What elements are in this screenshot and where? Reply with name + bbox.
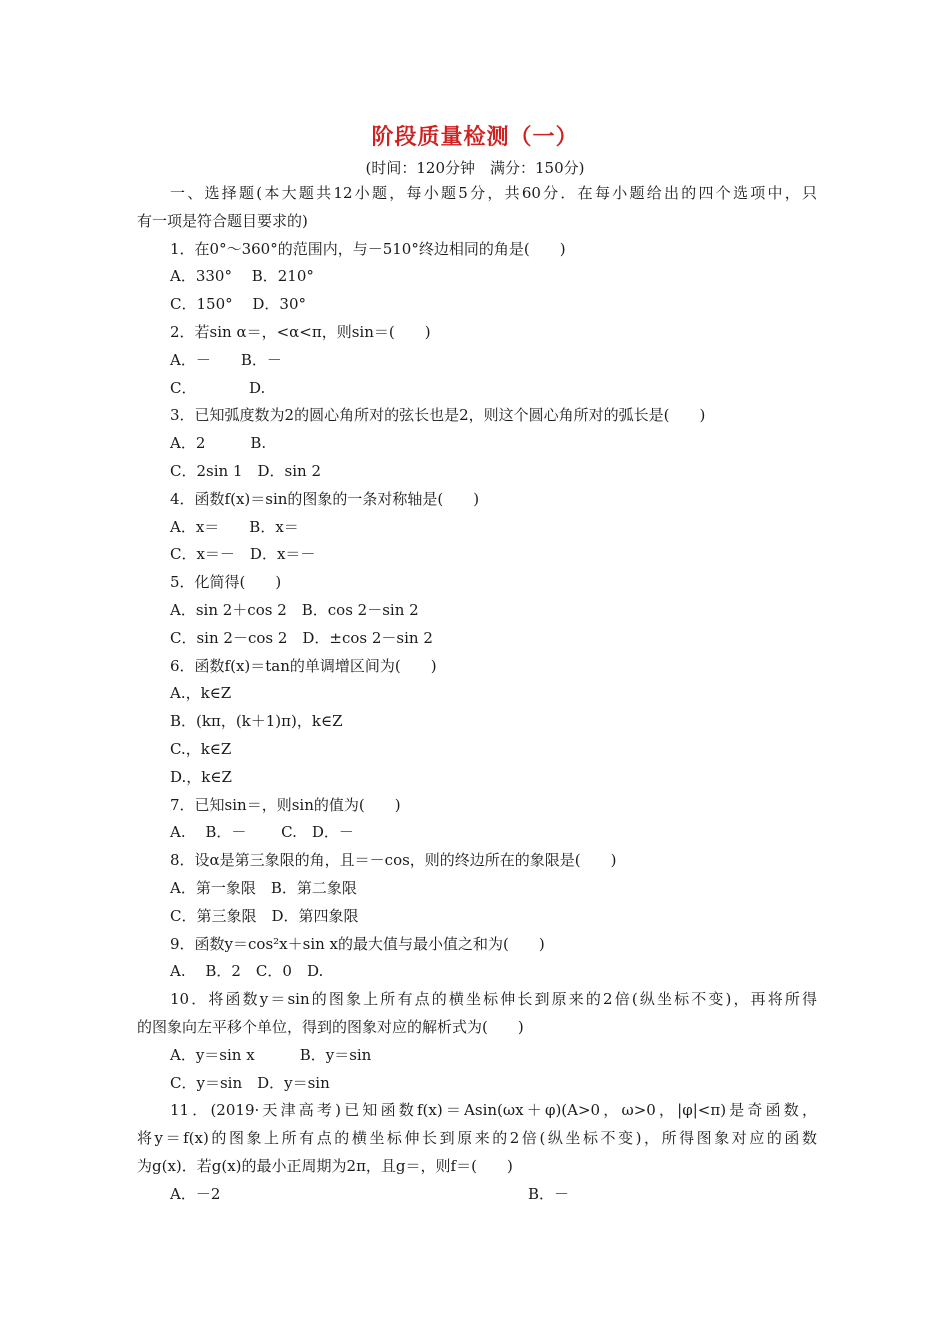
question-4-stem: 4．函数f(x)＝sin的图象的一条对称轴是( ) [170,489,480,508]
question-11-stem-line-1: 11．(2019·天津高考)已知函数f(x)＝Asin(ωx＋φ)(A>0，ω>0，|φ|<π)是奇函数， [170,1101,817,1120]
question-10-options-cd: C．y＝sin D．y＝sin [170,1073,330,1092]
question-1-stem: 1．在0°～360°的范围内，与－510°终边相同的角是( ) [170,239,566,258]
question-6-option-a: A.，k∈Z [170,684,232,703]
question-10-stem-line-1: 10．将函数y＝sin的图象上所有点的横坐标伸长到原来的2倍(纵坐标不变)，再将所得 [170,990,817,1009]
section-intro-line-1: 一、选择题(本大题共12小题，每小题5分，共60分．在每小题给出的四个选项中，只 [170,184,817,202]
exam-content [137,180,817,1208]
question-10-options-ab: A．y＝sin x B．y＝sin [170,1045,372,1064]
question-2-stem: 2．若sin α＝，<α<π，则sin＝( ) [170,322,431,341]
question-4-options-cd: C．x＝－ D．x＝－ [170,545,316,564]
question-11-stem-line-3: 为g(x)．若g(x)的最小正周期为2π，且g＝，则f＝( ) [137,1156,513,1175]
exam-info: (时间：120分钟 满分：150分) [365,159,585,177]
question-5-stem: 5．化简得( ) [170,573,282,592]
page-title: 阶段质量检测（一） [371,125,579,150]
question-3-options-cd: C．2sin 1 D．sin 2 [170,461,321,480]
question-3-stem: 3．已知弧度数为2的圆心角所对的弦长也是2，则这个圆心角所对的弧长是( ) [170,406,706,425]
question-10-stem-line-2: 的图象向左平移个单位，得到的图象对应的解析式为( ) [137,1017,524,1036]
question-3-options-ab: A．2 B. [170,434,267,453]
question-6-option-b: B．(kπ，(k＋1)π)，k∈Z [170,712,343,731]
question-8-options-cd: C．第三象限 D．第四象限 [170,906,359,925]
question-1-options-cd: C．150° D．30° [170,295,306,314]
question-5-options-ab: A．sin 2＋cos 2 B．cos 2－sin 2 [170,600,419,619]
question-1-options-ab: A．330° B．210° [170,267,314,286]
question-8-stem: 8．设α是第三象限的角，且＝－cos，则的终边所在的象限是( ) [170,851,617,870]
question-9-stem: 9．函数y＝cos²x＋sin x的最大值与最小值之和为( ) [170,934,545,953]
question-6-option-d: D.，k∈Z [170,767,232,786]
question-2-options-ab: A．－ B．－ [170,350,282,369]
question-11-options [137,1181,817,1209]
question-11-option-b: B．－ [528,1184,570,1203]
question-11-option-a: A．－2 [170,1184,221,1203]
question-6-stem: 6．函数f(x)＝tan的单调增区间为( ) [170,656,437,675]
question-9-options: A. B．2 C．0 D. [170,962,324,981]
question-6-option-c: C.，k∈Z [170,739,232,758]
question-8-options-ab: A．第一象限 B．第二象限 [170,878,357,897]
question-4-options-ab: A．x＝ B．x＝ [170,517,299,536]
question-5-options-cd: C．sin 2－cos 2 D．±cos 2－sin 2 [170,628,433,647]
question-7-options: A. B．－ C. D．－ [170,823,354,842]
section-intro-line-2: 有一项是符合题目要求的) [137,211,308,230]
question-11-stem-line-2: 将y＝f(x)的图象上所有点的横坐标伸长到原来的2倍(纵坐标不变)，所得图象对应的函数 [137,1129,817,1148]
question-7-stem: 7．已知sin＝，则sin的值为( ) [170,795,401,814]
question-2-options-cd: C． D. [170,378,266,397]
